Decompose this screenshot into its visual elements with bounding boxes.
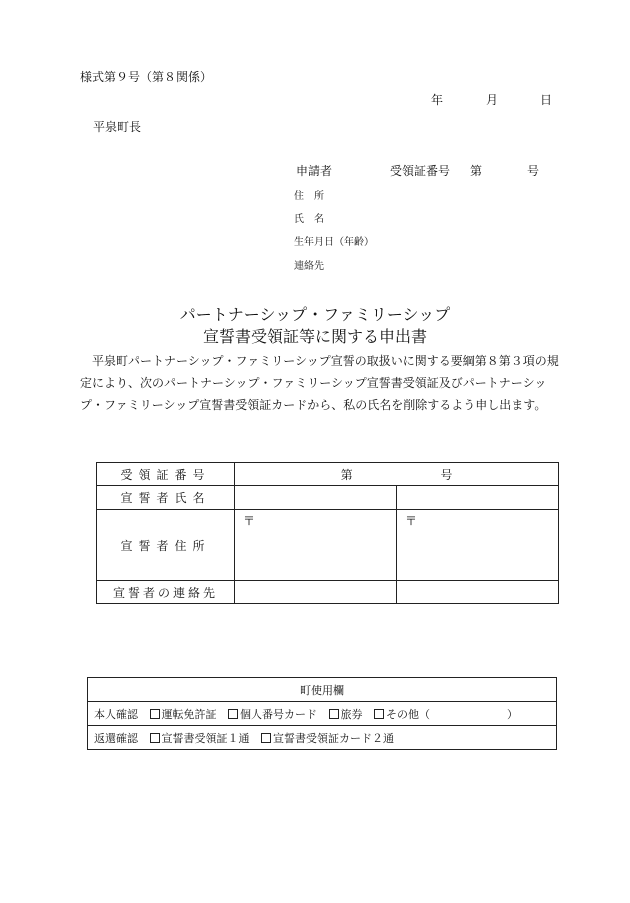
declarant-name-2[interactable] [397, 486, 559, 510]
checkbox-my-number-card[interactable] [228, 709, 238, 719]
return-check-cell [88, 726, 557, 750]
return-label: 返還確認 [94, 731, 138, 745]
checkbox-other[interactable] [374, 709, 384, 719]
identity-row [88, 702, 557, 726]
declarant-contact-2[interactable] [397, 581, 559, 604]
declarant-contact-1[interactable] [235, 581, 397, 604]
title-line-1: パートナーシップ・ファミリーシップ [179, 305, 451, 324]
declarant-name-header: 宣誓者氏名 [97, 486, 235, 510]
option-my-number-card: 個人番号カード [240, 707, 317, 721]
cert-number-label: 受領証番号 [390, 164, 451, 178]
contact-field-label: 連絡先 [294, 261, 324, 272]
option-passport: 旅券 [340, 707, 363, 721]
postal-mark-1: 〒 [243, 514, 256, 528]
table-row-name [97, 486, 559, 510]
name-field-label: 氏 名 [294, 214, 324, 225]
postal-mark-2: 〒 [405, 514, 418, 528]
checkbox-return-cert[interactable] [150, 733, 160, 743]
birthdate-field-label: 生年月日（年齢） [294, 237, 374, 248]
table-row-contact [97, 581, 559, 604]
office-use-table [87, 677, 557, 750]
checkbox-passport[interactable] [329, 709, 339, 719]
option-drivers-license: 運転免許証 [161, 707, 217, 721]
table-row-address [97, 510, 559, 581]
cert-number-header: 受領証番号 [97, 463, 235, 486]
declarant-table [96, 462, 559, 604]
option-return-cert: 宣誓書受領証１通 [161, 731, 250, 745]
cert-go: 号 [440, 467, 453, 482]
identity-check-cell [88, 702, 557, 726]
checkbox-drivers-license[interactable] [150, 709, 160, 719]
option-other: その他（ [386, 707, 430, 721]
form-number: 様式第９号（第８関係） [80, 70, 213, 84]
date-day-label: 日 [540, 93, 553, 107]
cert-dai: 第 [340, 467, 353, 482]
declarant-address-1[interactable] [235, 510, 397, 581]
office-title-row [88, 678, 557, 702]
declarant-name-1[interactable] [235, 486, 397, 510]
table-row-cert [97, 463, 559, 486]
checkbox-return-card[interactable] [261, 733, 271, 743]
cert-number-dai: 第 [470, 164, 483, 178]
address-field-label: 住 所 [294, 191, 324, 202]
declarant-address-header: 宣誓者住所 [97, 510, 235, 581]
identity-label: 本人確認 [94, 707, 138, 721]
declarant-address-2[interactable] [397, 510, 559, 581]
cert-number-go: 号 [527, 164, 540, 178]
option-other-close: ） [507, 707, 518, 721]
option-return-card: 宣誓書受領証カード２通 [273, 731, 394, 745]
declarant-contact-header: 宣誓者の連絡先 [97, 581, 235, 604]
applicant-label: 申請者 [296, 164, 333, 178]
title-line-2: 宣誓書受領証等に関する申出書 [202, 327, 427, 346]
date-year-label: 年 [431, 93, 444, 107]
addressee: 平泉町長 [93, 120, 142, 134]
body-paragraph: 平泉町パートナーシップ・ファミリーシップ宣誓の取扱いに関する要綱第８第３項の規定により、次のパートナーシップ・ファミリーシップ宣誓書受領証及びパートナーシップ・ファミリーシップ宣誓書受領証カードから、私の氏名を削除するよう申し出ます。 [80, 354, 559, 412]
office-use-title: 町使用欄 [88, 678, 557, 702]
return-row [88, 726, 557, 750]
date-month-label: 月 [486, 93, 499, 107]
cert-number-value[interactable] [235, 463, 559, 486]
